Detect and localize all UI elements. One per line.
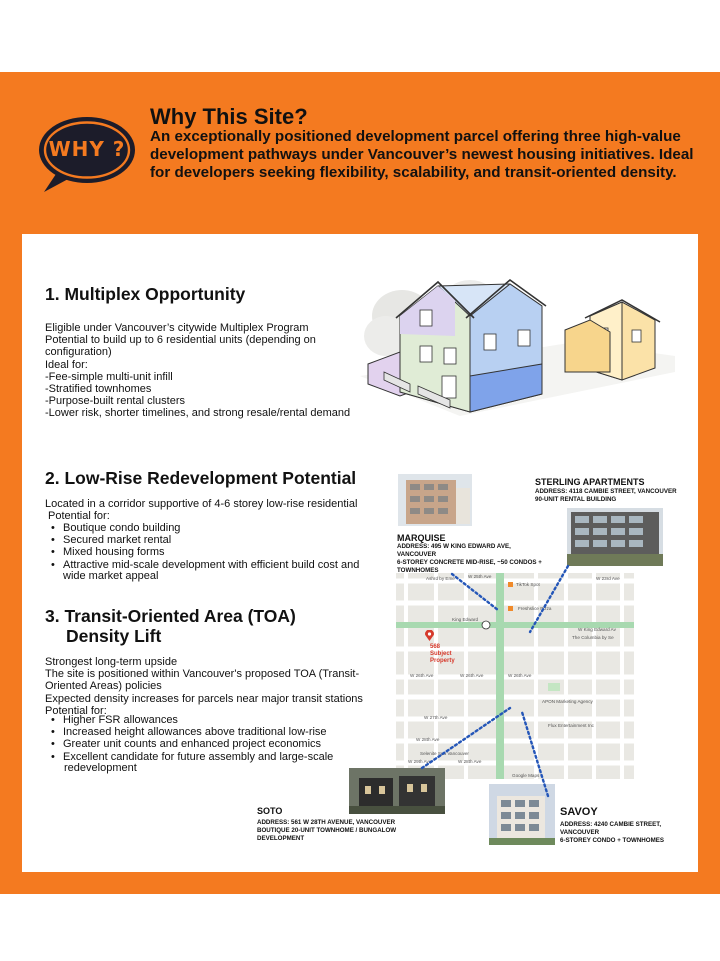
caption-line: DEVELOPMENT — [257, 835, 305, 842]
location-pin-icon — [425, 630, 434, 641]
multiplex-illustration — [360, 276, 675, 421]
savoy-details — [560, 821, 664, 845]
section2-intro-line: Potential for: — [48, 510, 110, 523]
section1-line: Potential to build up to 6 residential units (depending on — [45, 334, 316, 347]
section3-line: Potential for: — [45, 704, 107, 717]
section3-line: The site is positioned within Vancouver's proposed TOA (Transit- — [45, 668, 360, 681]
section1-line: -Purpose-built rental clusters — [45, 395, 186, 408]
map-label: Flux Entertainment Inc — [548, 723, 594, 728]
savoy-title: SAVOY — [560, 806, 598, 818]
list-item: • Greater unit counts and enhanced project economics — [45, 738, 333, 750]
section3-body — [45, 656, 363, 717]
subject-line: 568 — [430, 644, 441, 650]
why-speech-bubble — [34, 112, 140, 194]
sterling-photo — [567, 508, 663, 566]
section2-heading: 2. Low-Rise Redevelopment Potential — [45, 468, 357, 488]
map-label: King Edward — [452, 617, 479, 622]
caption-line: BOUTIQUE 20-UNIT TOWNHOME / BUNGALOW — [257, 827, 397, 834]
page-title: Why This Site? — [150, 104, 308, 129]
sterling-title: STERLING APARTMENTS — [535, 477, 645, 487]
section3-bullet-continuation: redevelopment — [64, 762, 137, 774]
list-item: • Attractive mid-scale development with efficient build cost and — [45, 559, 359, 571]
map-label: W King Edward Av — [578, 627, 616, 632]
marquise-photo — [398, 474, 472, 526]
soto-photo — [349, 768, 445, 814]
section1-line: configuration) — [45, 346, 112, 359]
section1-line: -Fee-simple multi-unit infill — [45, 370, 173, 383]
caption-line: 90-UNIT RENTAL BUILDING — [535, 496, 617, 503]
section2-bullet-continuation: wide market appeal — [63, 570, 159, 582]
section1-line: Eligible under Vancouver’s citywide Multiplex Program — [45, 322, 309, 334]
section3-heading-line2: Density Lift — [66, 626, 162, 646]
list-item: • Higher FSR allowances — [45, 714, 333, 726]
map-label: APON Marketing Agency — [542, 699, 593, 704]
section3-heading-line1: 3. Transit-Oriented Area (TOA) — [45, 606, 296, 626]
map-label: W 23rd Ave — [596, 576, 620, 581]
caption-line: 6-STOREY CONCRETE MID-RISE, ~50 CONDOS + — [397, 559, 542, 566]
section1-heading: 1. Multiplex Opportunity — [45, 284, 246, 304]
page-subtitle: An exceptionally positioned development parcel offering three high-value development pathways under Vancouver’s newest housing initiatives. Ideal for developers seeking flexibility, scalability, and transit-oriented density. — [150, 128, 694, 181]
map-label: W 28th Ave — [458, 759, 482, 764]
section3-line: Strongest long-term upside — [45, 656, 178, 668]
map-label: Freshslice Pizza — [518, 606, 552, 611]
section1-body — [45, 322, 350, 420]
list-item: • Increased height allowances above traditional low-rise — [45, 726, 333, 738]
section1-line: Ideal for: — [45, 358, 88, 371]
caption-line: TOWNHOMES — [397, 567, 439, 574]
location-map — [396, 573, 634, 779]
map-label: W 25th Ave — [468, 574, 492, 579]
section2-bullets — [45, 522, 359, 571]
map-label: W 27th Ave — [424, 715, 448, 720]
soto-title: SOTO — [257, 806, 283, 816]
list-item: • Excellent candidate for future assembly and large-scale — [45, 751, 333, 763]
map-label: W 28th Ave — [416, 737, 440, 742]
list-item: • Mixed housing forms — [45, 546, 359, 558]
caption-line: ADDRESS: 561 W 28TH AVENUE, VANCOUVER — [257, 819, 396, 826]
map-label: Selenite Spa Vancouver — [420, 751, 469, 756]
why-badge-text: WHY ? — [48, 137, 126, 161]
savoy-photo — [489, 784, 555, 845]
caption-line: VANCOUVER — [397, 551, 437, 558]
caption-line: ADDRESS: 4118 CAMBIE STREET, VANCOUVER — [535, 488, 677, 495]
caption-line: 6-STOREY CONDO + TOWNHOMES — [560, 837, 664, 844]
subject-property-label — [430, 644, 455, 665]
marquise-details — [397, 543, 542, 575]
section2-intro — [45, 498, 357, 522]
subject-line: Property — [430, 658, 455, 664]
sterling-details — [535, 488, 677, 504]
map-label: Ashrd by Eme — [426, 576, 455, 581]
caption-line: ADDRESS: 495 W KING EDWARD AVE, — [397, 543, 511, 550]
marquise-title: MARQUISE — [397, 533, 446, 543]
section3-line: Oriented Areas) policies — [45, 680, 162, 693]
soto-details — [257, 819, 396, 843]
section1-line: -Lower risk, shorter timelines, and strong resale/rental demand — [45, 407, 351, 420]
section3-line: Expected density increases for parcels near major transit stations — [45, 692, 363, 705]
section1-line: -Stratified townhomes — [45, 383, 152, 396]
map-label: The Columbia by Se — [572, 635, 614, 640]
section2-intro-line: Located in a corridor supportive of 4-6 storey low-rise residential — [45, 498, 358, 510]
caption-line: VANCOUVER — [560, 829, 600, 836]
map-label: W 26th Ave — [460, 673, 484, 678]
list-item: • Secured market rental — [45, 534, 359, 546]
caption-line: ADDRESS: 4240 CAMBIE STREET, — [560, 821, 662, 828]
map-label: TikTok Spot — [516, 582, 540, 587]
subject-line: Subject — [430, 651, 452, 657]
map-label: W 26th Ave — [410, 673, 434, 678]
map-label: W 26th Ave — [508, 673, 532, 678]
map-label: Google Maps — [512, 773, 540, 778]
section3-bullets — [45, 714, 333, 763]
map-label: W 29th Ave — [408, 759, 432, 764]
list-item: • Boutique condo building — [45, 522, 359, 534]
